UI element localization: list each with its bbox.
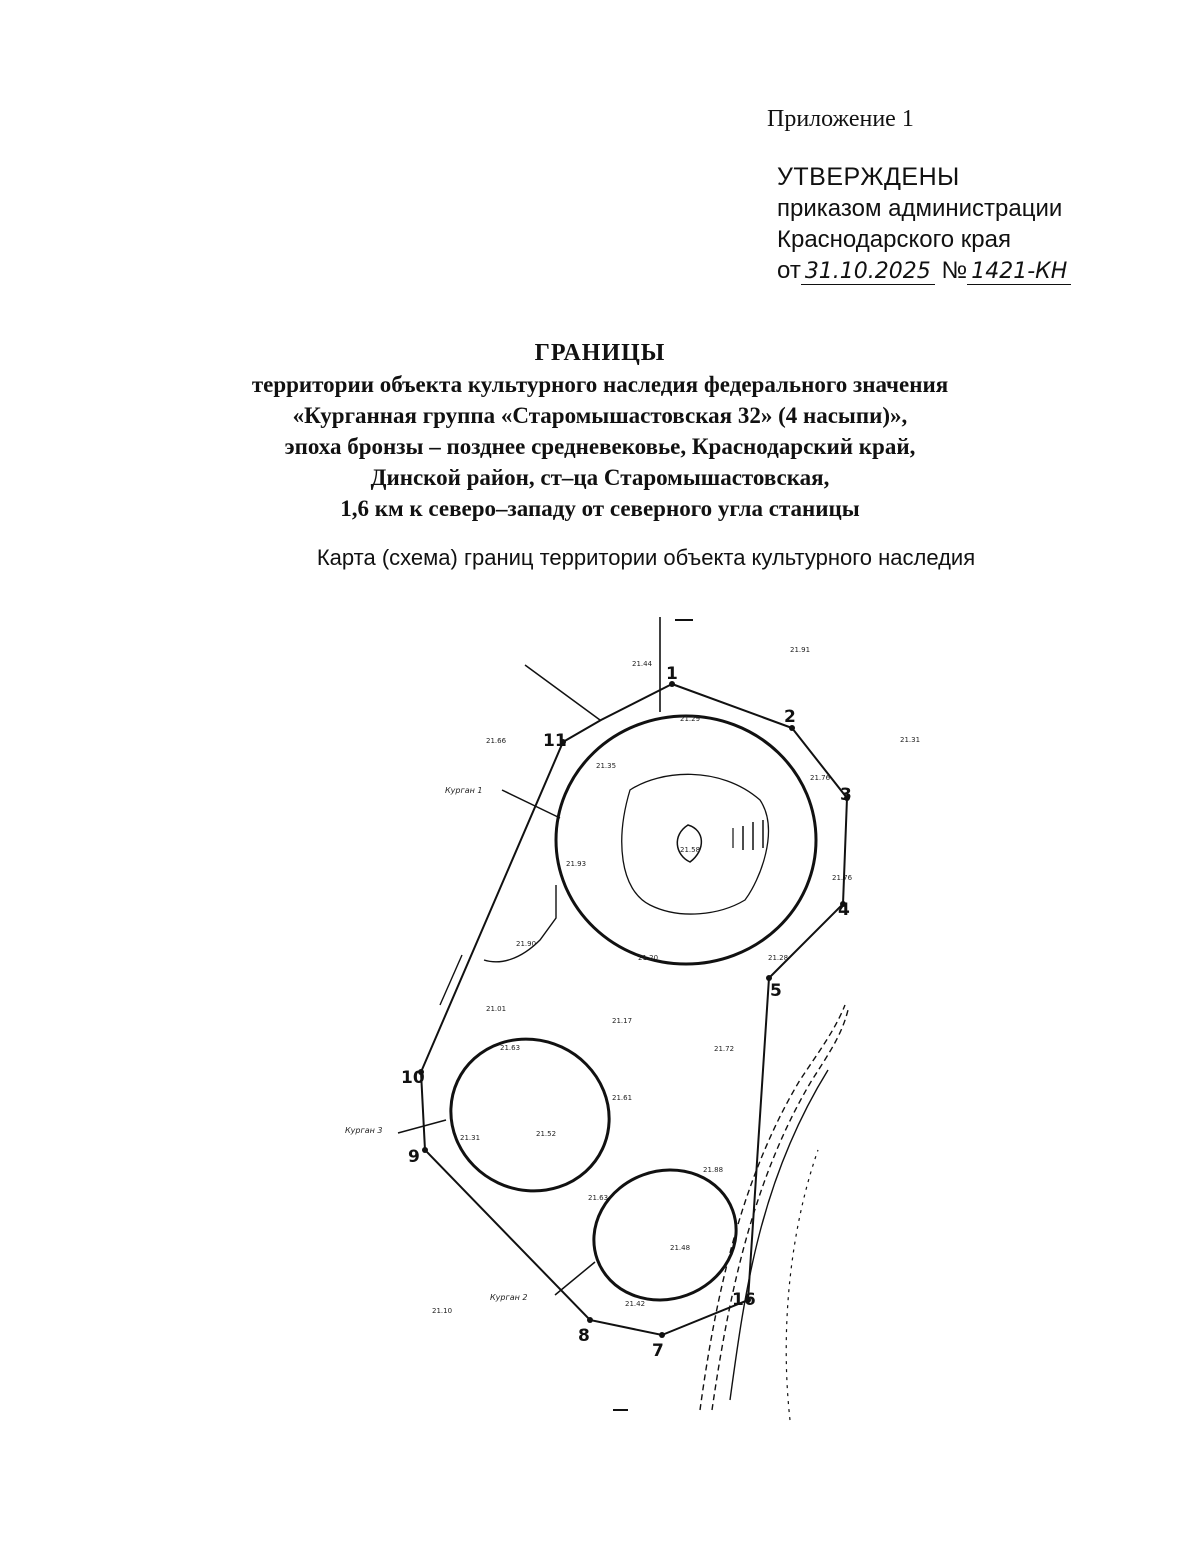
elevation-mark: 21.48 bbox=[670, 1244, 691, 1252]
elevation-mark: 21.52 bbox=[536, 1130, 557, 1138]
elevation-mark: 21.31 bbox=[460, 1134, 481, 1142]
order-number: 1421-КН bbox=[967, 259, 1071, 285]
elevation-mark: 21.44 bbox=[632, 660, 653, 668]
elevation-mark: 21.10 bbox=[432, 1307, 453, 1315]
point-label: 10 bbox=[401, 1068, 425, 1088]
elevation-mark: 21.90 bbox=[516, 940, 537, 948]
point-label: 1 bbox=[666, 664, 678, 684]
elevation-mark: 21.01 bbox=[486, 1005, 507, 1013]
elevation-mark: 21.58 bbox=[680, 846, 701, 854]
point-label: 3 bbox=[840, 785, 852, 805]
elevation-mark: 21.91 bbox=[790, 646, 811, 654]
elevation-mark: 21.93 bbox=[566, 860, 587, 868]
order-line-2: Краснодарского края bbox=[777, 226, 1011, 253]
order-date-line bbox=[777, 255, 1071, 287]
point-label: 8 bbox=[578, 1326, 590, 1346]
title-line-5: 1,6 км к северо–западу от северного угла станицы bbox=[340, 496, 860, 521]
kurgan-label: Курган 3 bbox=[345, 1126, 383, 1135]
map-subtitle: Карта (схема) границ территории объекта культурного наследия bbox=[316, 545, 976, 570]
kurgan-1-circle bbox=[556, 716, 816, 964]
elevation-mark: 21.88 bbox=[703, 1166, 724, 1174]
title-line-3: эпоха бронзы – позднее средневековье, Краснодарский край, bbox=[284, 434, 916, 459]
boundary-polygon bbox=[421, 684, 847, 1335]
elevation-mark: 21.76 bbox=[810, 774, 831, 782]
point-label: 5 bbox=[770, 981, 782, 1001]
elevation-mark: 21.35 bbox=[596, 762, 617, 770]
elevation-mark: 21.76 bbox=[832, 874, 853, 882]
elevation-mark: 21.61 bbox=[612, 1094, 633, 1102]
title-heading: ГРАНИЦЫ bbox=[534, 340, 666, 366]
approved-heading: УТВЕРЖДЕНЫ bbox=[777, 163, 960, 191]
kurgan-label: Курган 2 bbox=[490, 1293, 528, 1302]
number-prefix: № bbox=[941, 257, 968, 284]
elevation-mark: 21.63 bbox=[500, 1044, 521, 1052]
elevation-mark: 21.66 bbox=[486, 737, 507, 745]
elevation-mark: 21.20 bbox=[638, 954, 659, 962]
point-label: 11 bbox=[543, 731, 567, 751]
document-title bbox=[0, 338, 1200, 524]
elevation-mark: 21.28 bbox=[768, 954, 789, 962]
order-line-1: приказом администрации bbox=[777, 195, 1063, 222]
elevation-mark: 21.17 bbox=[612, 1017, 633, 1025]
kurgan-2-ellipse bbox=[575, 1150, 754, 1320]
kurgan-label: Курган 1 bbox=[445, 786, 483, 795]
elevation-mark: 21.29 bbox=[680, 715, 701, 723]
point-label: 2 bbox=[784, 707, 796, 727]
title-line-4: Динской район, ст–ца Старомышастовская, bbox=[370, 465, 830, 490]
order-date: 31.10.2025 bbox=[801, 259, 935, 285]
date-prefix: от bbox=[777, 257, 801, 284]
approval-block bbox=[777, 162, 1071, 287]
boundary-scheme-map bbox=[330, 605, 950, 1425]
point-label: 4 bbox=[838, 900, 850, 920]
kurgan-1-contour bbox=[622, 774, 769, 914]
elevation-mark: 21.31 bbox=[900, 736, 921, 744]
title-line-2: «Курганная группа «Старомышастовская 32» (4 насыпи)», bbox=[292, 403, 908, 428]
point-label: 7 bbox=[652, 1341, 664, 1361]
elevation-mark: 21.63 bbox=[588, 1194, 609, 1202]
elevation-mark: 21.42 bbox=[625, 1300, 646, 1308]
elevation-mark: 21.72 bbox=[714, 1045, 735, 1053]
point-label: 9 bbox=[408, 1147, 420, 1167]
appendix-label: Приложение 1 bbox=[767, 106, 914, 132]
kurgan-3-ellipse bbox=[426, 1013, 634, 1217]
point-label: 16 bbox=[732, 1290, 756, 1310]
title-line-1: территории объекта культурного наследия федерального значения bbox=[251, 372, 949, 397]
